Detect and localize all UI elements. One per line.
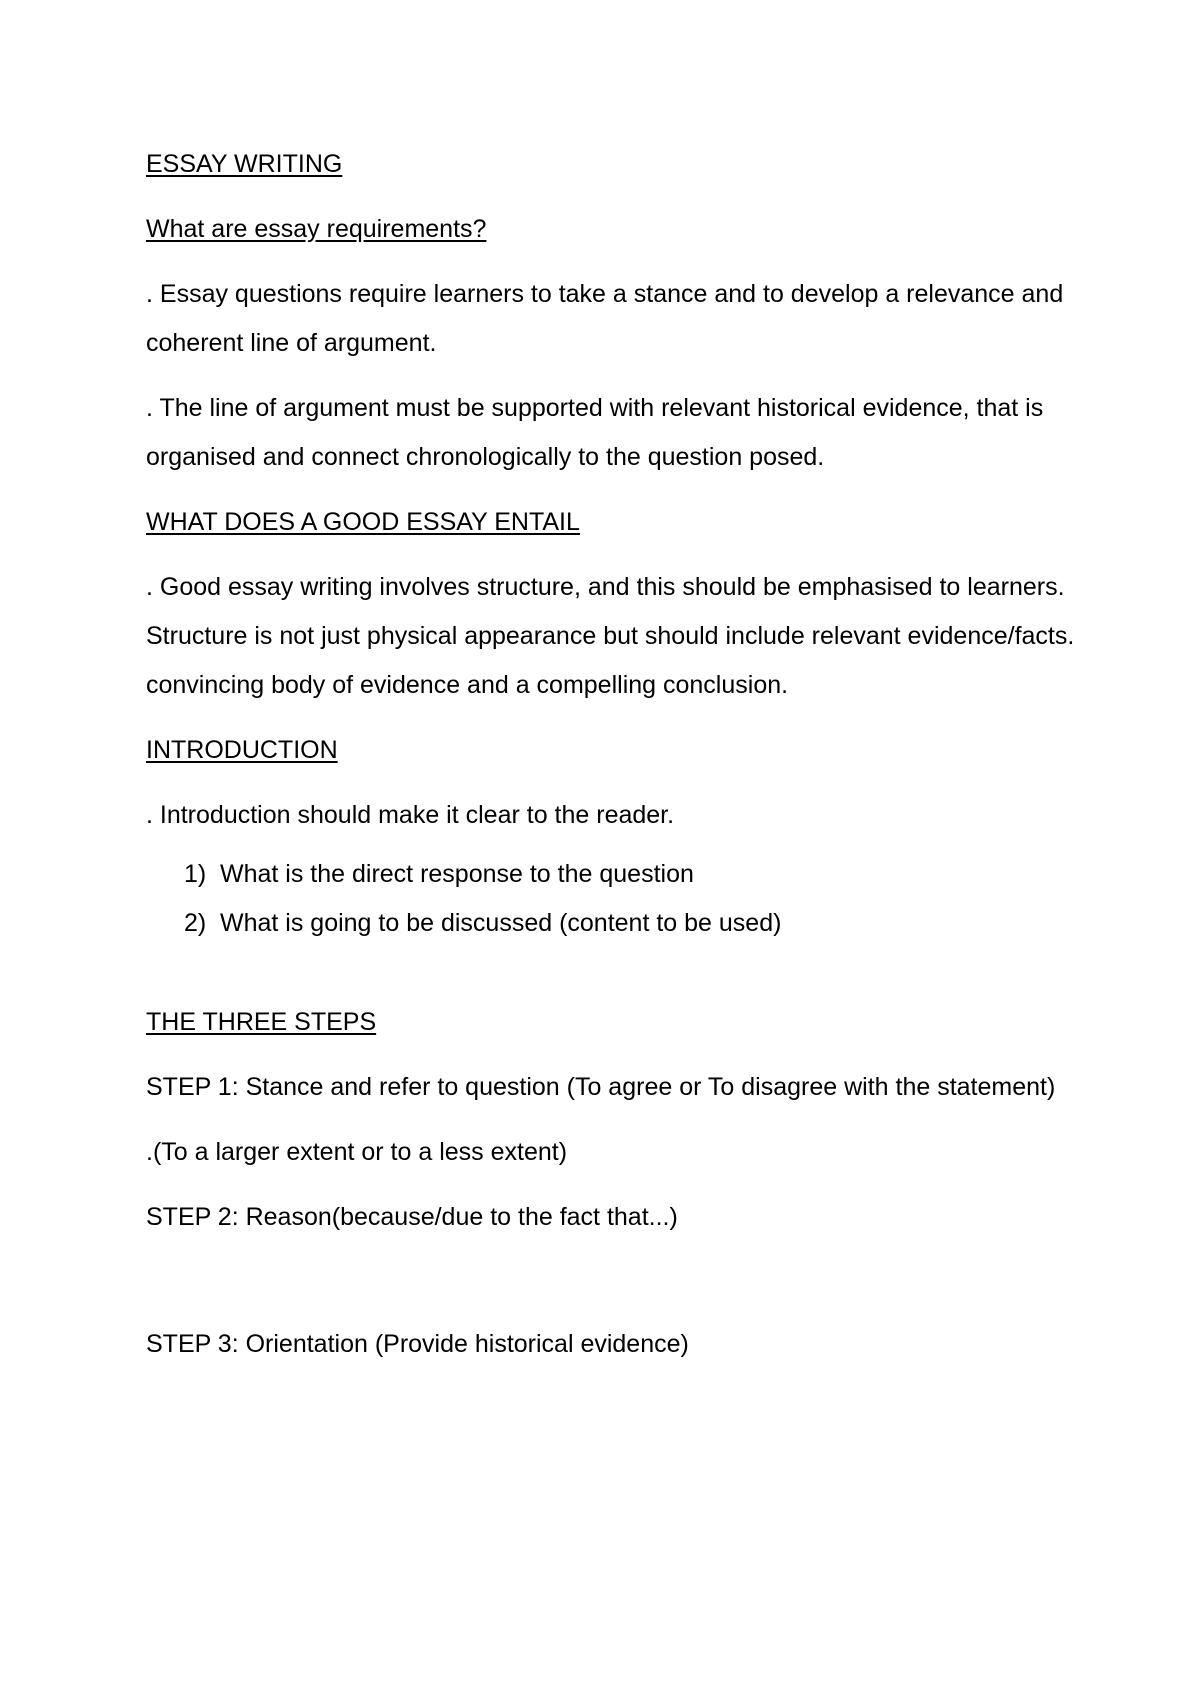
list-item-number: 2): [184, 909, 207, 937]
step-3-text: STEP 3: Orientation (Provide historical evidence): [146, 1330, 689, 1358]
introduction-text: . Introduction should make it clear to the reader.: [146, 801, 675, 829]
blank-line: [146, 948, 1076, 998]
step-2-text: STEP 2: Reason(because/due to the fact that...): [146, 1203, 678, 1231]
list-item: [184, 850, 1076, 899]
document-title: ESSAY WRITING: [146, 150, 343, 178]
blank-line: [146, 1258, 1076, 1320]
step-1-text: STEP 1: Stance and refer to question (To agree or To disagree with the statement): [146, 1073, 1056, 1101]
list-item-text: What is the direct response to the question: [220, 860, 694, 888]
list-item: [184, 899, 1076, 948]
steps-heading: THE THREE STEPS: [146, 1008, 377, 1036]
list-item-number: 1): [184, 860, 207, 888]
document-body: [146, 140, 1076, 1385]
good-essay-heading: WHAT DOES A GOOD ESSAY ENTAIL: [146, 508, 580, 536]
requirements-heading: What are essay requirements?: [146, 215, 487, 243]
introduction-heading: INTRODUCTION: [146, 736, 338, 764]
good-essay-text: . Good essay writing involves structure, and this should be emphasised to learners. Structure is not just physical appearance but should include relevant evidence/facts. convincing body of evidence and a compelling conclusion.: [146, 573, 1075, 699]
introduction-list: [146, 850, 1076, 948]
requirements-point-1: . Essay questions require learners to take a stance and to develop a relevance and coherent line of argument.: [146, 280, 1064, 357]
step-1-note: .(To a larger extent or to a less extent): [146, 1138, 568, 1166]
requirements-point-2: . The line of argument must be supported with relevant historical evidence, that is organised and connect chronologically to the question posed.: [146, 394, 1044, 471]
list-item-text: What is going to be discussed (content to be used): [220, 909, 782, 937]
